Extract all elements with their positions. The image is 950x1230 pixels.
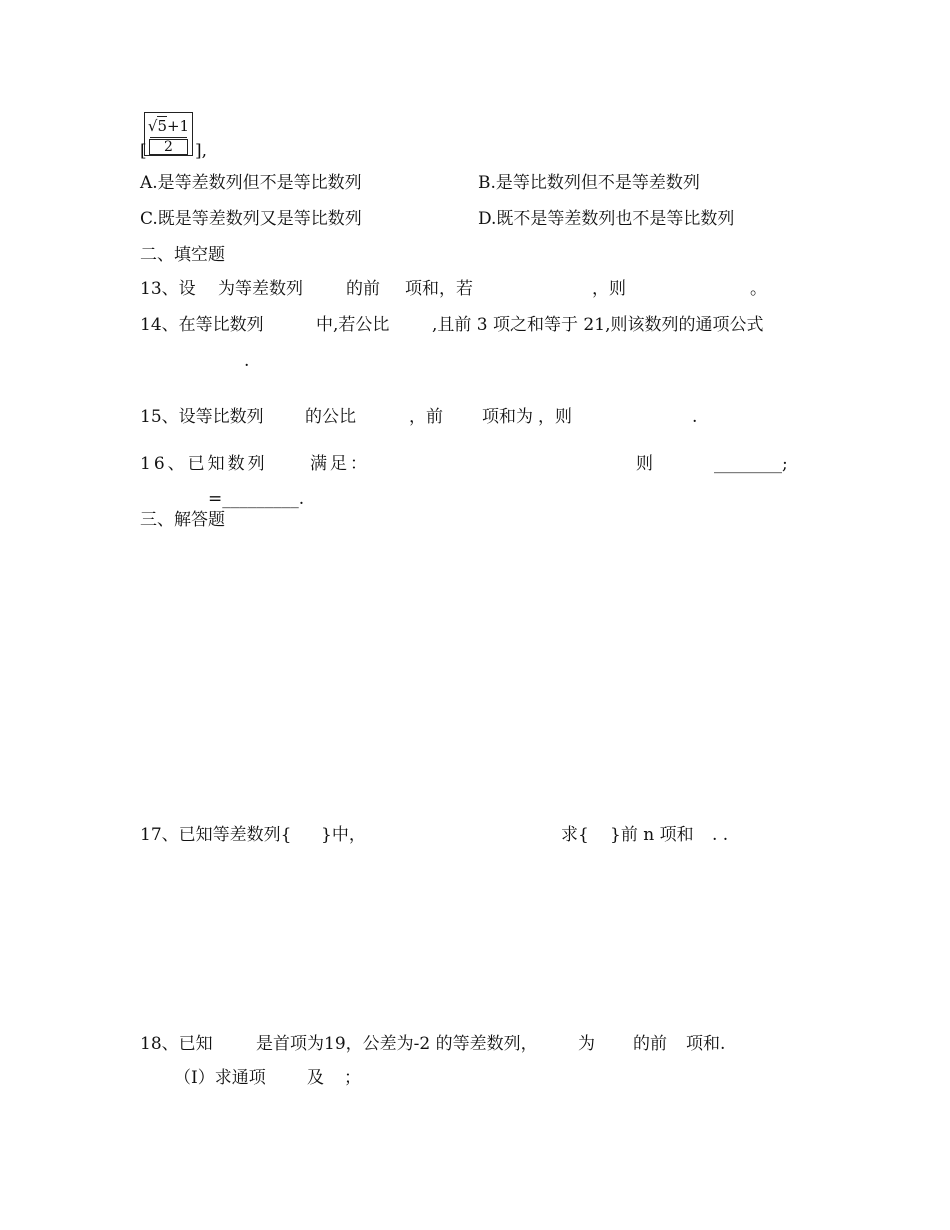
q18-part1: 18、已知	[140, 1034, 213, 1054]
q15-part1: 15、设等比数列	[140, 407, 264, 427]
fraction-box	[144, 112, 193, 156]
q18-part4: 的前	[633, 1034, 667, 1054]
fraction-numerator	[145, 117, 192, 135]
q14-part3: ,且前 3 项之和等于 21,则该数列的通项公式	[432, 315, 764, 335]
q17-part4: }前 n 项和	[610, 825, 694, 845]
numerator-rest: +1	[166, 117, 190, 135]
option-b: B.是等比数列但不是等差数列	[478, 173, 700, 193]
q13-part3: 的前	[346, 279, 380, 299]
q16-part4: ________;	[714, 454, 788, 474]
q18-part2: 是首项为19，公差为-2 的等差数列，	[256, 1034, 538, 1054]
q18-sub1: （Ⅰ）求通项	[174, 1068, 266, 1088]
section-fill-in-title: 二、填空题	[140, 245, 225, 265]
q16-part1: 16、已知数列	[140, 454, 268, 474]
bracket-open: [	[140, 141, 147, 161]
q15-part5: ，则	[538, 407, 572, 427]
q14-part1: 14、在等比数列	[140, 315, 264, 335]
q18-sub3: ；	[344, 1068, 361, 1088]
q15-part4: 项和为	[482, 407, 533, 427]
q13-part2: 为等差数列	[218, 279, 303, 299]
bracket-close: ],	[195, 141, 208, 161]
q17-part1: 17、已知等差数列{	[140, 825, 292, 845]
option-d: D.既不是等差数列也不是等比数列	[478, 209, 735, 229]
q15-part3: ，前	[409, 407, 443, 427]
sqrt-sign: √	[147, 117, 158, 135]
q15-part2: 的公比	[305, 407, 356, 427]
q14-part4: .	[244, 351, 250, 371]
sqrt-radicand: 5	[157, 117, 167, 135]
q14-part2: 中,若公比	[316, 315, 390, 335]
fraction-bar	[150, 137, 187, 138]
q13-part4: 项和，若	[405, 279, 473, 299]
fraction-denominator: 2	[164, 139, 173, 155]
option-c: C.既是等差数列又是等比数列	[140, 209, 362, 229]
q17-part2: }中，	[321, 825, 366, 845]
option-a: A.是等差数列但不是等比数列	[140, 173, 362, 193]
q18-part5: 项和.	[686, 1034, 726, 1054]
q18-part3: 为	[578, 1034, 595, 1054]
q18-sub2: 及	[307, 1068, 324, 1088]
q13-part5: ，则	[592, 279, 626, 299]
q16-part2: 满足：	[310, 454, 370, 474]
q17-part3: 求{	[561, 825, 589, 845]
q13-part6: 。	[750, 279, 767, 299]
q17-part5: . .	[712, 825, 729, 845]
q16-part5: =_________.	[208, 489, 305, 509]
q13-part1: 13、设	[140, 279, 196, 299]
q16-part3: 则	[636, 454, 653, 474]
q15-part6: .	[692, 407, 698, 427]
section-solve-title: 三、解答题	[140, 510, 225, 530]
